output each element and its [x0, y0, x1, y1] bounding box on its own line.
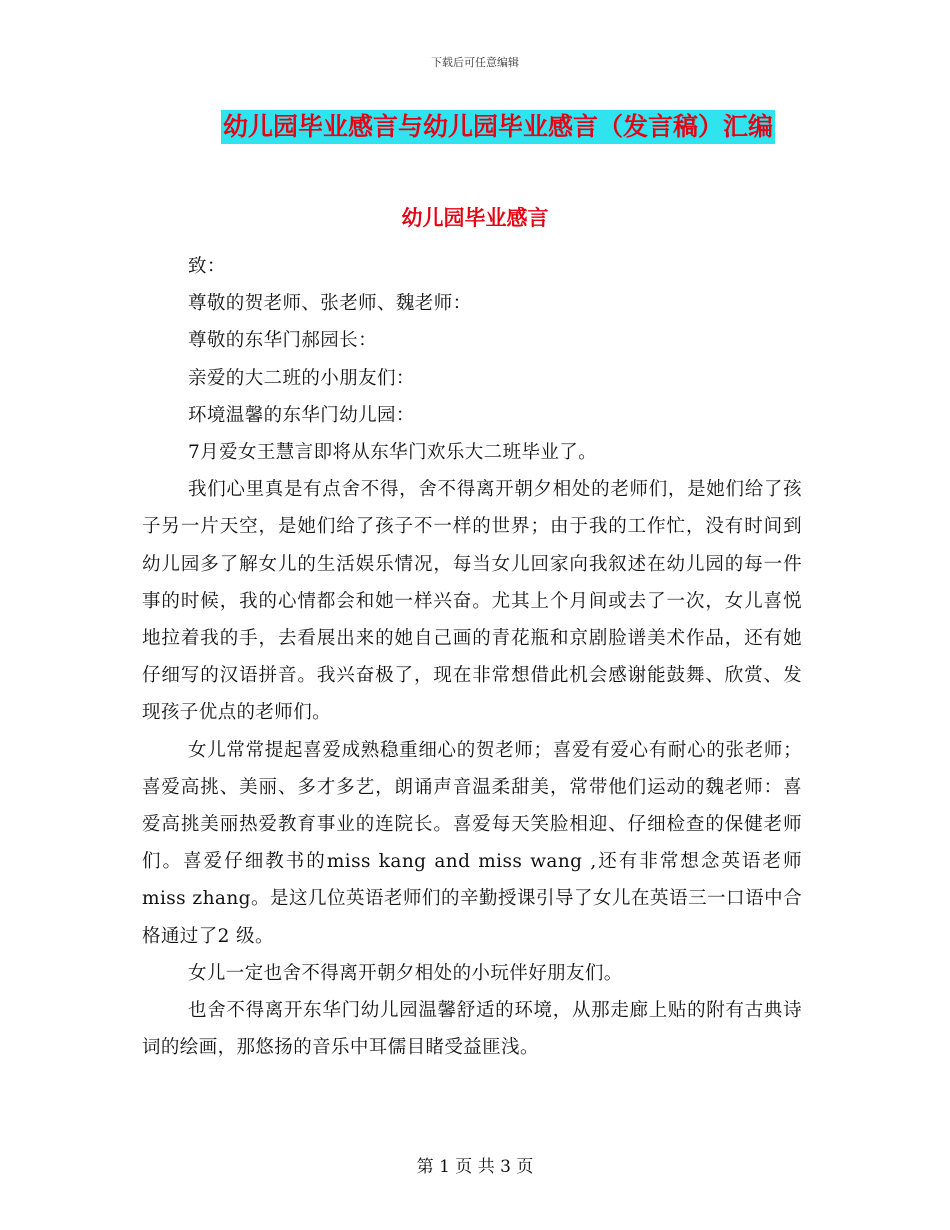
body-text	[142, 248, 802, 1066]
paragraph-addressee-principal: 尊敬的东华门郝园长：	[188, 330, 378, 352]
main-title-container	[0, 110, 950, 144]
paragraph-addressee-teachers: 尊敬的贺老师、张老师、魏老师：	[188, 293, 472, 315]
paragraph-graduation: 7月爱女王慧言即将从东华门欢乐大二班毕业了。	[188, 442, 598, 464]
paragraph-body-4: 也舍不得离开东华门幼儿园温馨舒适的环境，从那走廊上贴的附有古典诗词的绘画，那悠扬的音乐中耳儒目睹受益匪浅。	[142, 1000, 802, 1059]
paragraph-body-3: 女儿一定也舍不得离开朝夕相处的小玩伴好朋友们。	[188, 962, 623, 984]
header-note: 下载后可任意编辑	[431, 56, 519, 69]
main-title: 幼儿园毕业感言与幼儿园毕业感言（发言稿）汇编	[221, 110, 775, 144]
paragraph-body-1: 我们心里真是有点舍不得，舍不得离开朝夕相处的老师们，是她们给了孩子另一片天空，是她们给了孩子不一样的世界；由于我的工作忙，没有时间到幼儿园多了解女儿的生活娱乐情况，每当女儿回家向我叙述在幼儿园的每一件事的时候，我的心情都会和她一样兴奋。尤其上个月间或去了一次，女儿喜悦地拉着我的手，去看展出来的她自己画的青花瓶和京剧脸谱美术作品，还有她仔细写的汉语拼音。我兴奋极了，现在非常想借此机会感谢能鼓舞、欣赏、发现孩子优点的老师们。	[142, 479, 802, 724]
paragraph-body-2: 女儿常常提起喜爱成熟稳重细心的贺老师；喜爱有爱心有耐心的张老师；喜爱高挑、美丽、多才多艺，朗诵声音温柔甜美，常带他们运动的魏老师：喜爱高挑美丽热爱教育事业的连院长。喜爱每天笑脸相迎、仔细检查的保健老师们。喜爱仔细教书的miss kang and miss wang ,还有非常想念英语老师miss zhang。是这几位英语老师们的辛勤授课引导了女儿在英语三一口语中合格通过了2 级。	[142, 739, 802, 947]
paragraph-salutation: 致：	[188, 256, 226, 277]
section-title: 幼儿园毕业感言	[401, 206, 549, 230]
paragraph-addressee-classmates: 亲爱的大二班的小朋友们：	[188, 367, 415, 389]
paragraph-addressee-kindergarten: 环境温馨的东华门幼儿园：	[188, 404, 415, 426]
page-number-footer: 第 1 页 共 3 页	[416, 1157, 534, 1177]
